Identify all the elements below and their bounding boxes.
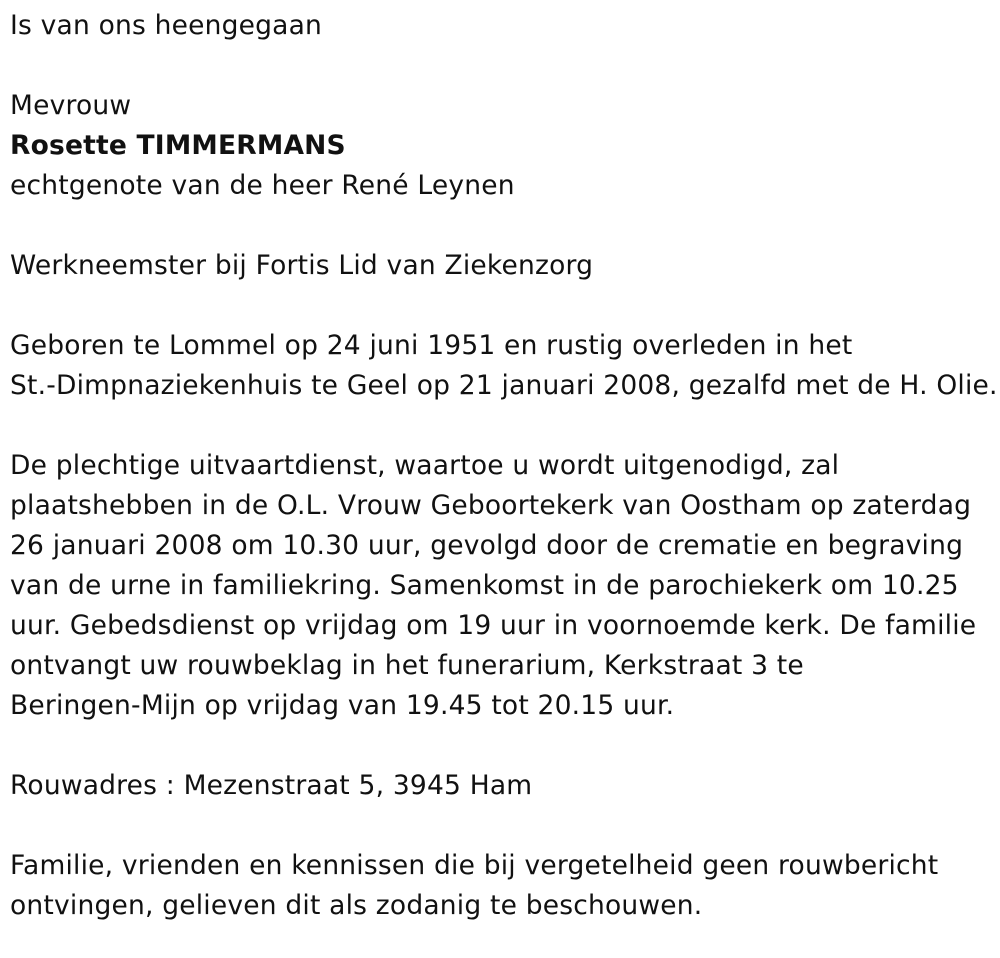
spacer	[10, 806, 990, 846]
paragraph-line: Familie, vrienden en kennissen die bij vergetelheid geen rouwbericht	[10, 850, 939, 881]
spouse-line: echtgenote van de heer René Leynen	[10, 170, 515, 201]
paragraph-line: ontvangt uw rouwbeklag in het funerarium, Kerkstraat 3 te	[10, 650, 804, 681]
paragraph-line: van de urne in familiekring. Samenkomst in de parochiekerk om 10.25	[10, 570, 959, 601]
spacer	[10, 46, 990, 86]
paragraph-line: Geboren te Lommel op 24 juni 1951 en rustig overleden in het	[10, 330, 853, 361]
death-notice	[10, 6, 998, 926]
spacer	[10, 406, 990, 446]
birth-death-paragraph	[10, 326, 998, 406]
service-paragraph	[10, 446, 990, 726]
paragraph-line: ontvingen, gelieven dit als zodanig te beschouwen.	[10, 890, 703, 921]
deceased-name: Rosette TIMMERMANS	[10, 130, 346, 161]
paragraph-line: De plechtige uitvaartdienst, waartoe u wordt uitgenodigd, zal	[10, 450, 840, 481]
paragraph-line: plaatshebben in de O.L. Vrouw Geboortekerk van Oostham op zaterdag	[10, 490, 972, 521]
paragraph-line: 26 januari 2008 om 10.30 uur, gevolgd door de crematie en begraving	[10, 530, 964, 561]
spacer	[10, 726, 990, 766]
salutation: Mevrouw	[10, 90, 132, 121]
mourning-address: Rouwadres : Mezenstraat 5, 3945 Ham	[10, 770, 533, 801]
paragraph-line: Beringen-Mijn op vrijdag van 19.45 tot 20.15 uur.	[10, 690, 675, 721]
spacer	[10, 286, 990, 326]
paragraph-line: St.-Dimpnaziekenhuis te Geel op 21 januari 2008, gezalfd met de H. Olie.	[10, 370, 998, 401]
spacer	[10, 206, 990, 246]
closing-paragraph	[10, 846, 990, 926]
paragraph-line: uur. Gebedsdienst op vrijdag om 19 uur in voornoemde kerk. De familie	[10, 610, 977, 641]
occupation-line: Werkneemster bij Fortis Lid van Ziekenzorg	[10, 250, 594, 281]
intro-text: Is van ons heengegaan	[10, 10, 323, 41]
